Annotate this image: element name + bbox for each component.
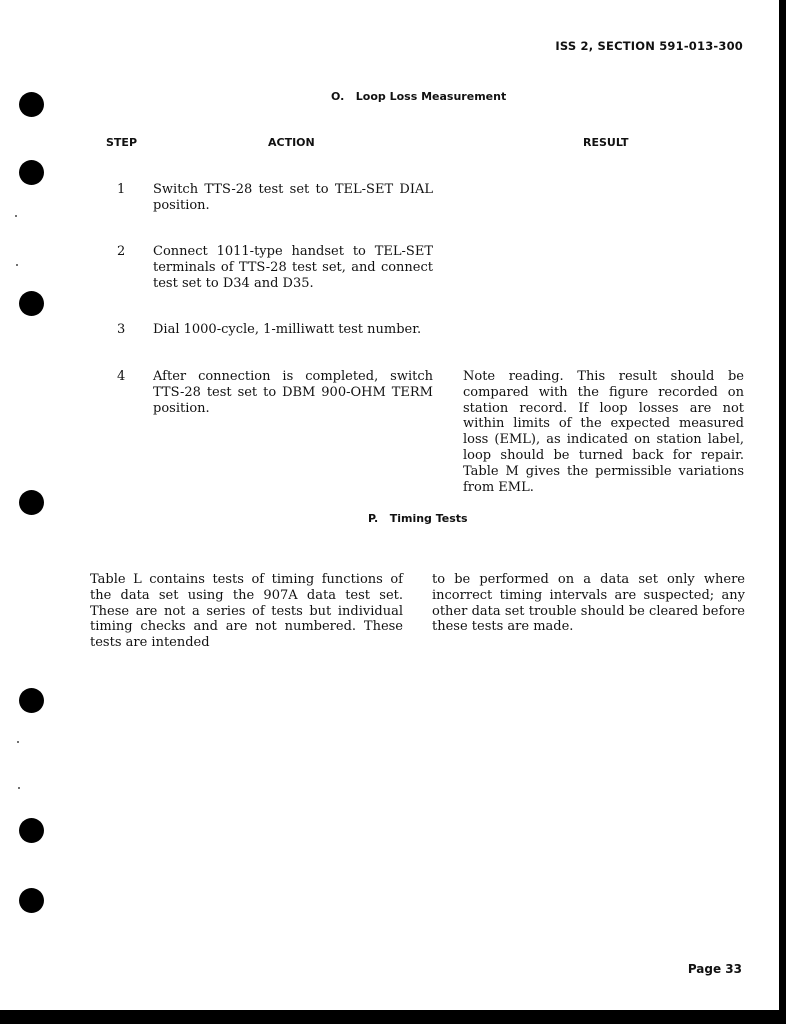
step-number: 1 [117,182,126,197]
section-reference: ISS 2, SECTION 591-013-300 [555,39,743,53]
punch-hole [19,291,44,316]
page-number: Page 33 [687,962,742,976]
paragraph-right-column: to be performed on a data set only where incorrect timing intervals are suspected; any other data set trouble should be cleared before these tests are made. [432,572,745,635]
scan-speck [17,741,19,743]
section-p-title: P. Timing Tests [368,512,468,525]
punch-hole [19,160,44,185]
punch-hole [19,490,44,515]
action-column-header: ACTION [268,136,315,149]
result-column-header: RESULT [583,136,629,149]
step-column-header: STEP [106,136,138,149]
step-number: 3 [117,322,126,337]
punch-hole [19,92,44,117]
step-action: After connection is completed, switch TTS-28 test set to DBM 900-OHM TERM position. [153,369,433,416]
scan-speck [18,787,20,789]
paragraph-left-column: Table L contains tests of timing functions of the data set using the 907A data test set. These are not a series of tests but individual timing checks and are not numbered. These tests are intended [90,572,403,651]
step-action: Connect 1011-type handset to TEL-SET terminals of TTS-28 test set, and connect test set to D34 and D35. [153,244,433,291]
step-action: Switch TTS-28 test set to TEL-SET DIAL position. [153,182,433,213]
section-o-title: O. Loop Loss Measurement [331,90,507,103]
scan-speck [15,215,17,217]
punch-hole [19,688,44,713]
scan-speck [16,264,18,266]
punch-hole [19,818,44,843]
step-number: 4 [117,369,126,384]
step-result: Note reading. This result should be compared with the figure recorded on station record. If loop losses are not within limits of the expected measured loss (EML), as indicated on station label, loop should be turned back for repair. Table M gives the permissible variations from EML. [463,369,744,495]
punch-hole [19,888,44,913]
step-number: 2 [117,244,126,259]
step-action: Dial 1000-cycle, 1-milliwatt test number. [153,322,422,337]
